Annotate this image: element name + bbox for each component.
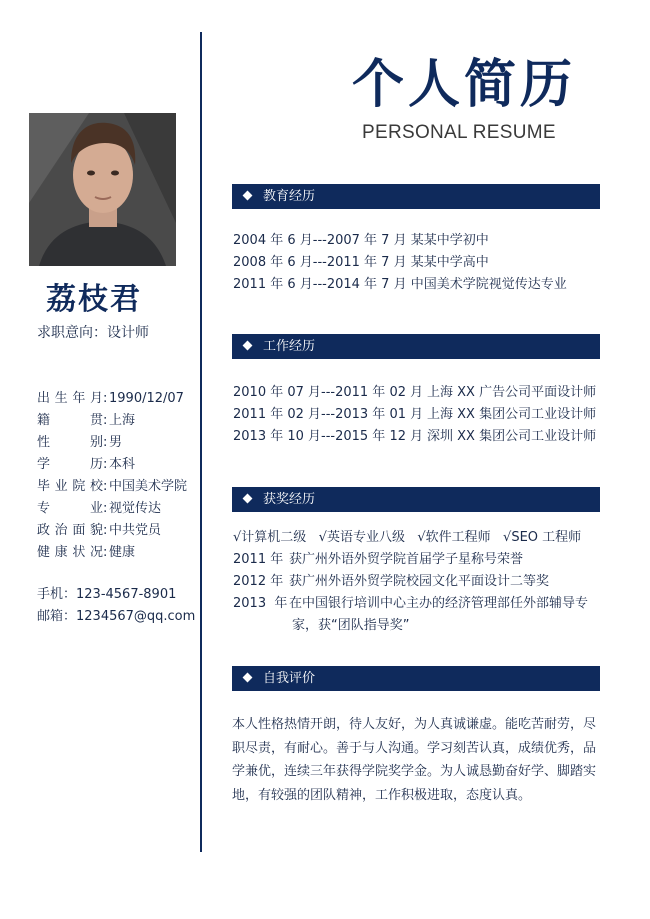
info-row-school: 毕业院校: 中国美术学院	[37, 476, 187, 498]
work-date: 2011 年 02 月---2013 年 01 月	[233, 407, 424, 422]
info-key: 健康状况	[37, 545, 103, 560]
info-value: 视觉传达	[109, 501, 162, 516]
info-key: 政治面貌	[37, 523, 103, 538]
work-desc: 上海 XX 集团公司工业设计师	[427, 407, 597, 422]
info-key: 毕业院校	[37, 479, 103, 494]
work-list	[233, 382, 605, 448]
section-title: 获奖经历	[263, 492, 316, 507]
diamond-icon	[243, 494, 253, 504]
list-item	[233, 571, 605, 593]
info-row-hometown: 籍贯: 上海	[37, 410, 187, 432]
award-year: 2011 年	[233, 552, 284, 567]
info-row-major: 专业: 视觉传达	[37, 498, 187, 520]
diamond-icon	[243, 341, 253, 351]
info-key: 籍贯	[37, 413, 103, 428]
info-row-politics: 政治面貌: 中共党员	[37, 520, 187, 542]
section-header-work	[232, 334, 600, 359]
section-title: 自我评价	[263, 671, 316, 686]
info-value: 本科	[109, 457, 136, 472]
personal-info-list	[37, 388, 187, 564]
awards-list	[233, 527, 605, 637]
list-item	[233, 426, 605, 448]
info-value: 上海	[109, 413, 136, 428]
work-desc: 深圳 XX 集团公司工业设计师	[427, 429, 597, 444]
section-title: 工作经历	[263, 339, 316, 354]
job-objective: 求职意向：设计师	[37, 325, 149, 341]
list-item: 2004 年 6 月---2007 年 7 月 某某中学初中	[233, 233, 489, 248]
list-item	[233, 593, 605, 615]
phone-number: 手机：123-4567-8901	[37, 587, 177, 602]
portrait-image	[29, 113, 176, 266]
profile-photo	[29, 113, 176, 266]
section-header-awards	[232, 487, 600, 512]
info-key: 学历	[37, 457, 103, 472]
education-list	[233, 230, 605, 296]
work-desc: 上海 XX 广告公司平面设计师	[427, 385, 597, 400]
award-desc: 获广州外语外贸学院首届学子星称号荣誉	[289, 552, 524, 567]
info-row-degree: 学历: 本科	[37, 454, 187, 476]
diamond-icon	[243, 191, 253, 201]
info-key: 出生年月	[37, 391, 103, 406]
candidate-name: 荔枝君	[46, 282, 142, 317]
list-item	[233, 549, 605, 571]
info-key: 专业	[37, 501, 103, 516]
info-value: 中国美术学院	[109, 479, 188, 494]
list-item: 2008 年 6 月---2011 年 7 月 某某中学高中	[233, 255, 489, 270]
info-value: 健康	[109, 545, 136, 560]
list-item	[233, 404, 605, 426]
award-desc: 获广州外语外贸学院校园文化平面设计二等奖	[289, 574, 550, 589]
list-item: 2011 年 6 月---2014 年 7 月 中国美术学院视觉传达专业	[233, 277, 567, 292]
info-row-birth: 出生年月: 1990/12/07	[37, 388, 187, 410]
info-value: 中共党员	[109, 523, 162, 538]
skills-line: √计算机二级 √英语专业八级 √软件工程师 √SEO 工程师	[233, 530, 582, 545]
award-continuation: 家，获“团队指导奖”	[292, 618, 410, 633]
column-divider	[200, 32, 202, 852]
contact-info	[37, 584, 195, 628]
self-evaluation-text: 本人性格热情开朗，待人友好，为人真诚谦虚。能吃苦耐劳，尽职尽责，有耐心。善于与人沟通。学习刻苦认真，成绩优秀，品学兼优，连续三年获得学院奖学金。为人诚恳勤奋好学、脚踏实地，有较强的团队精神，工作积极进取，态度认真。	[232, 717, 597, 803]
section-header-evaluation	[232, 666, 600, 691]
list-item	[233, 382, 605, 404]
resume-title-cn: 个人简历	[352, 55, 577, 115]
info-value: 男	[109, 435, 123, 450]
info-row-gender: 性别: 男	[37, 432, 187, 454]
work-date: 2013 年 10 月---2015 年 12 月	[233, 429, 424, 444]
diamond-icon	[243, 673, 253, 683]
award-year: 2013 年	[233, 596, 288, 611]
email-address: 邮箱：1234567@qq.com	[37, 609, 196, 624]
work-date: 2010 年 07 月---2011 年 02 月	[233, 385, 424, 400]
info-row-health: 健康状况: 健康	[37, 542, 187, 564]
info-value: 1990/12/07	[109, 391, 184, 406]
info-key: 性别	[37, 435, 103, 450]
resume-title-en: PERSONAL RESUME	[362, 122, 556, 143]
section-title: 教育经历	[263, 189, 316, 204]
section-header-education	[232, 184, 600, 209]
award-desc: 在中国银行培训中心主办的经济管理部任外部辅导专	[289, 596, 589, 611]
award-year: 2012 年	[233, 574, 284, 589]
